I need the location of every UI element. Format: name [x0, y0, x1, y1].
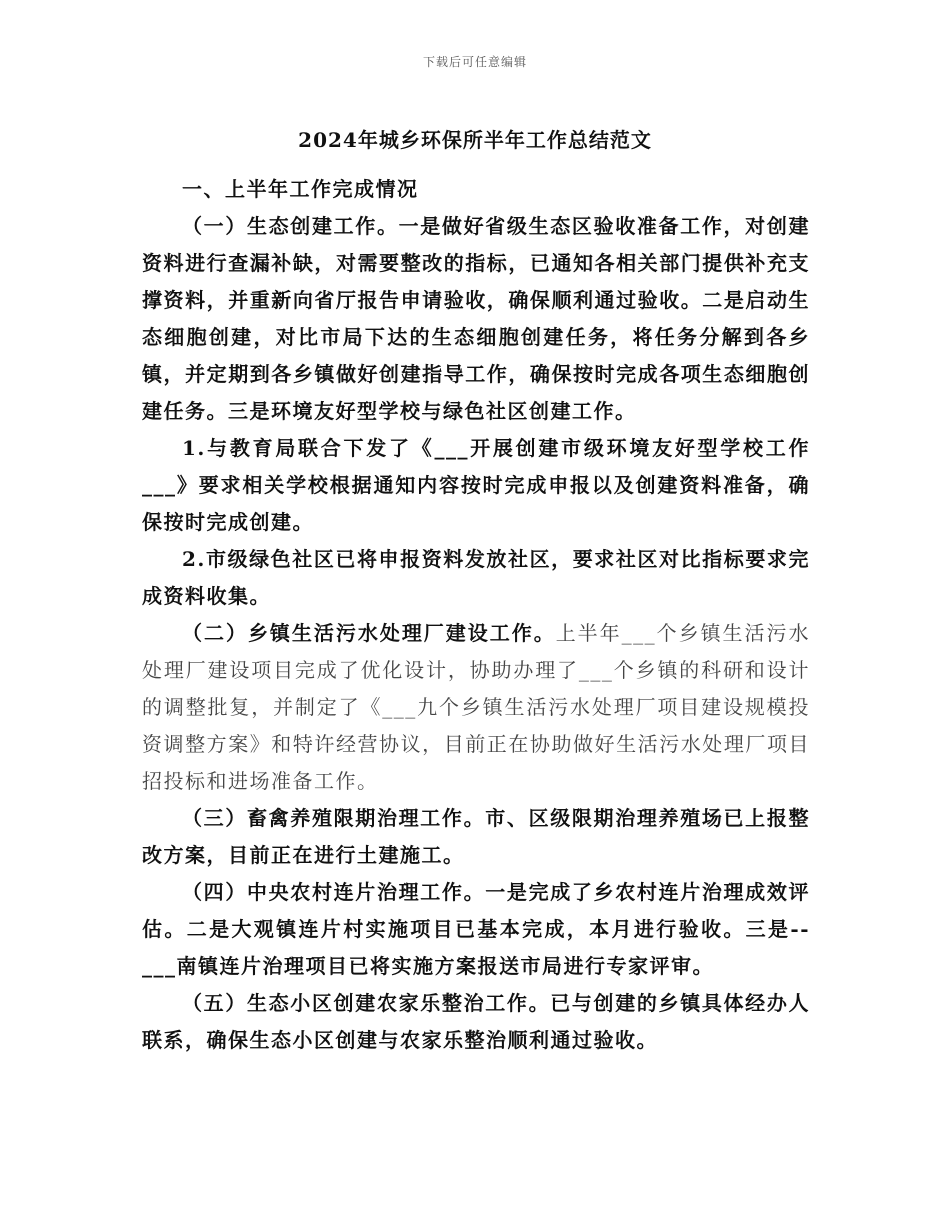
paragraph-sewage-plant-label: （二）乡镇生活污水处理厂建设工作。 [182, 621, 556, 645]
document-body [142, 171, 810, 1059]
document-title: 2024年城乡环保所半年工作总结范文 [298, 128, 652, 152]
paragraph-sewage-plant-text: 上半年___个乡镇生活污水处理厂建设项目完成了优化设计，协助办理了___个乡镇的科研和设计的调整批复，并制定了《___九个乡镇生活污水处理厂项目建设规模投资调整方案》和特许经营协议，目前正在协助做好生活污水处理厂项目招投标和进场准备工作。 [142, 621, 811, 793]
paragraph-eco-community: （五）生态小区创建农家乐整治工作。已与创建的乡镇具体经办人联系，确保生态小区创建与农家乐整治顺利通过验收。 [142, 991, 810, 1052]
paragraph-sewage-plant [142, 615, 810, 800]
paragraph-item-2: 2.市级绿色社区已将申报资料发放社区，要求社区对比指标要求完成资料收集。 [142, 547, 810, 608]
paragraph-ecological-creation: （一）生态创建工作。一是做好省级生态区验收准备工作，对创建资料进行查漏补缺，对需要整改的指标，已通知各相关部门提供补充支撑资料，并重新向省厅报告申请验收，确保顺利通过验收。二是启动生态细胞创建，对比市局下达的生态细胞创建任务，将任务分解到各乡镇，并定期到各乡镇做好创建指导工作，确保按时完成各项生态细胞创建任务。三是环境友好型学校与绿色社区创建工作。 [142, 214, 810, 423]
paragraph-rural-treatment: （四）中央农村连片治理工作。一是完成了乡农村连片治理成效评估。二是大观镇连片村实施项目已基本完成，本月进行验收。三是--___南镇连片治理项目已将实施方案报送市局进行专家评审。 [142, 880, 810, 978]
paragraph-item-1: 1.与教育局联合下发了《___开展创建市级环境友好型学校工作___》要求相关学校根据通知内容按时完成申报以及创建资料准备，确保按时完成创建。 [142, 436, 810, 534]
section-heading: 一、上半年工作完成情况 [182, 177, 419, 201]
paragraph-livestock: （三）畜禽养殖限期治理工作。市、区级限期治理养殖场已上报整改方案，目前正在进行土建施工。 [142, 806, 810, 867]
page-header: 下载后可任意编辑 [422, 55, 527, 69]
